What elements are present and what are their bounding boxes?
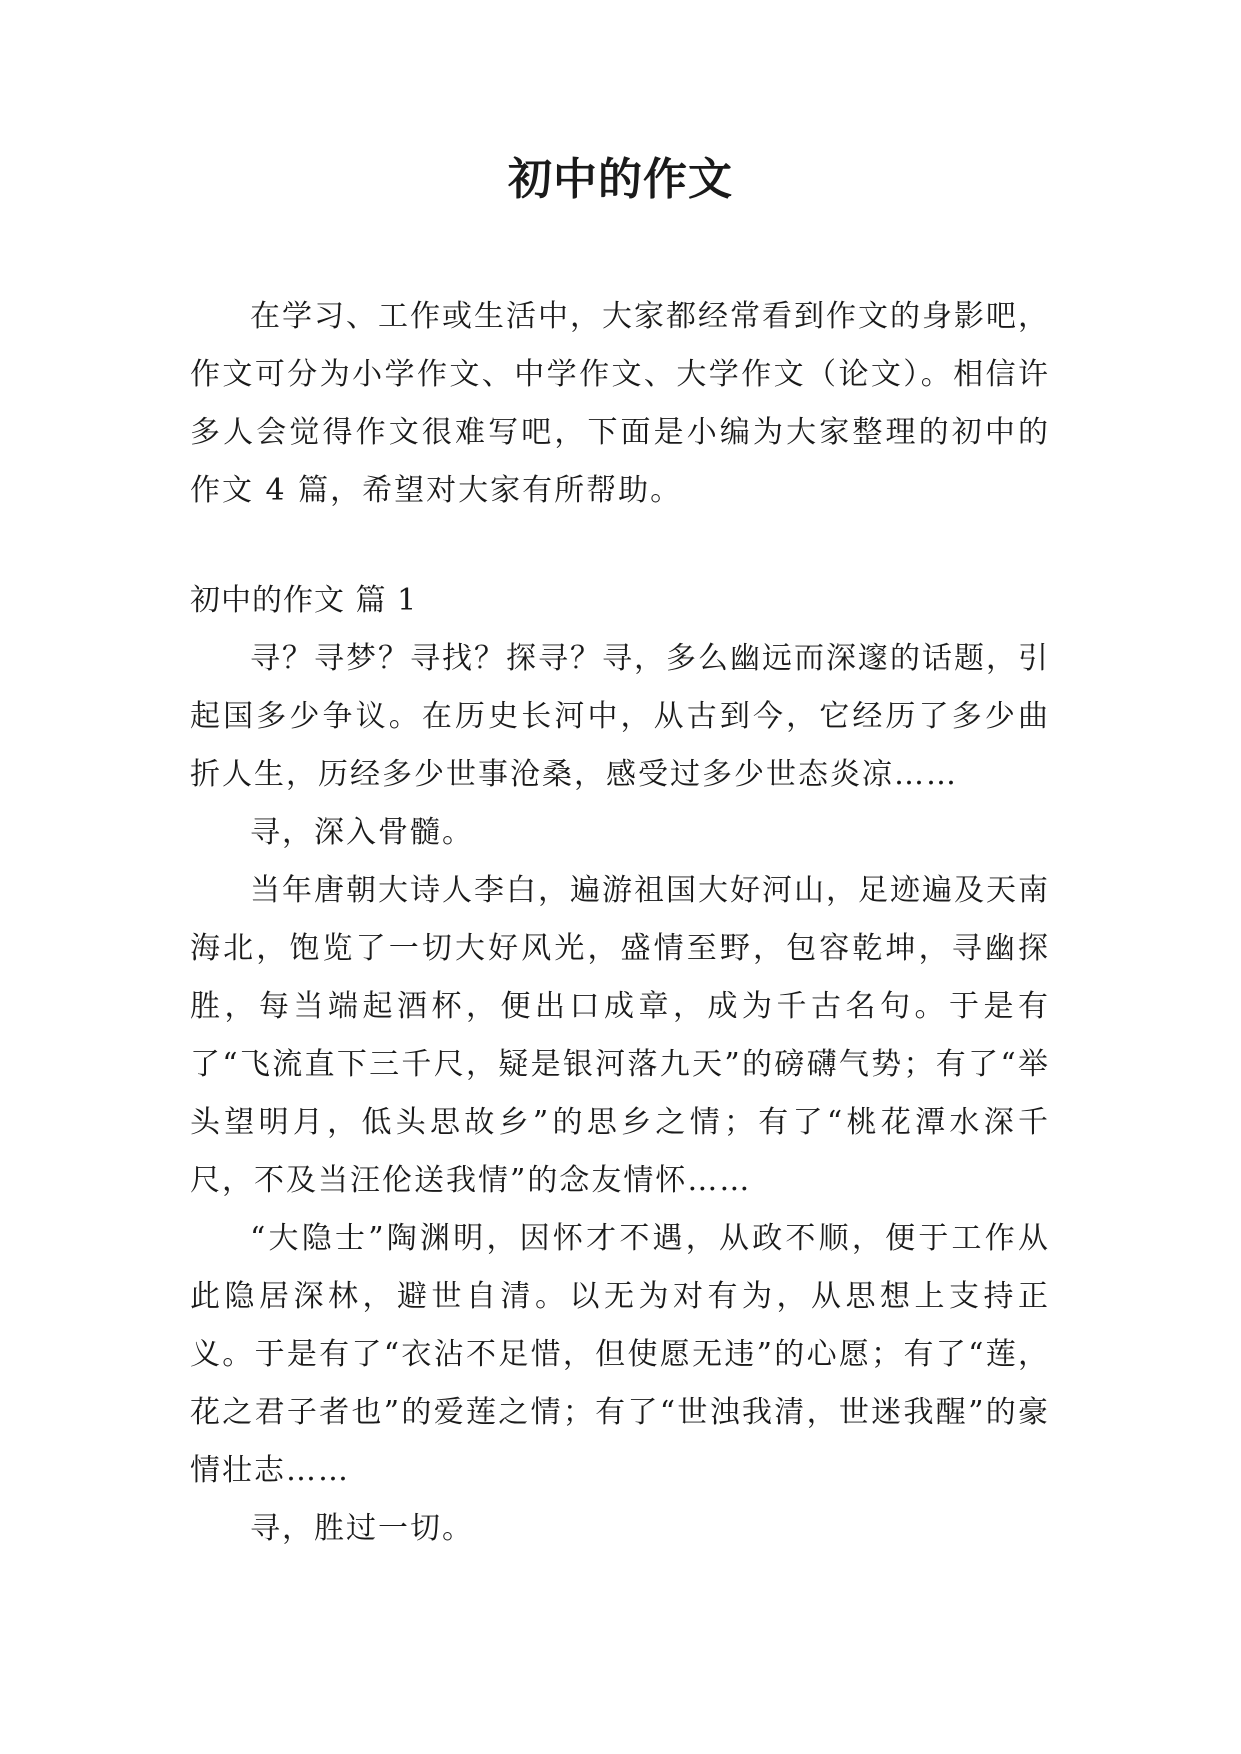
paragraph: 寻，深入骨髓。 (250, 815, 474, 850)
section-heading: 初中的作文 篇 1 (190, 583, 418, 618)
paragraph: 寻，胜过一切。 (250, 1511, 474, 1546)
document-title: 初中的作文 (508, 154, 733, 205)
paragraph: “大隐士”陶渊明，因怀才不遇，从政不顺，便于工作从此隐居深林，避世自清。以无为对有为，从思想上支持正义。于是有了“衣沾不足惜，但使愿无违”的心愿；有了“莲，花之君子者也”的爱莲之情；有了“世浊我清，世迷我醒”的豪情壮志…… (190, 1221, 1050, 1488)
intro-paragraph: 在学习、工作或生活中，大家都经常看到作文的身影吧，作文可分为小学作文、中学作文、大学作文（论文）。相信许多人会觉得作文很难写吧，下面是小编为大家整理的初中的作文 4 篇，希望对大家有所帮助。 (190, 299, 1050, 508)
paragraph: 寻？寻梦？寻找？探寻？寻，多么幽远而深邃的话题，引起国多少争议。在历史长河中，从古到今，它经历了多少曲折人生，历经多少世事沧桑，感受过多少世态炎凉…… (190, 641, 1050, 792)
paragraph: 当年唐朝大诗人李白，遍游祖国大好河山，足迹遍及天南海北，饱览了一切大好风光，盛情至野，包容乾坤，寻幽探胜，每当端起酒杯，便出口成章，成为千古名句。于是有了“飞流直下三千尺，疑是银河落九天”的磅礴气势；有了“举头望明月，低头思故乡”的思乡之情；有了“桃花潭水深千尺，不及当汪伦送我情”的念友情怀…… (190, 873, 1050, 1198)
section-1 (190, 572, 1050, 1558)
intro-block (190, 288, 1050, 520)
